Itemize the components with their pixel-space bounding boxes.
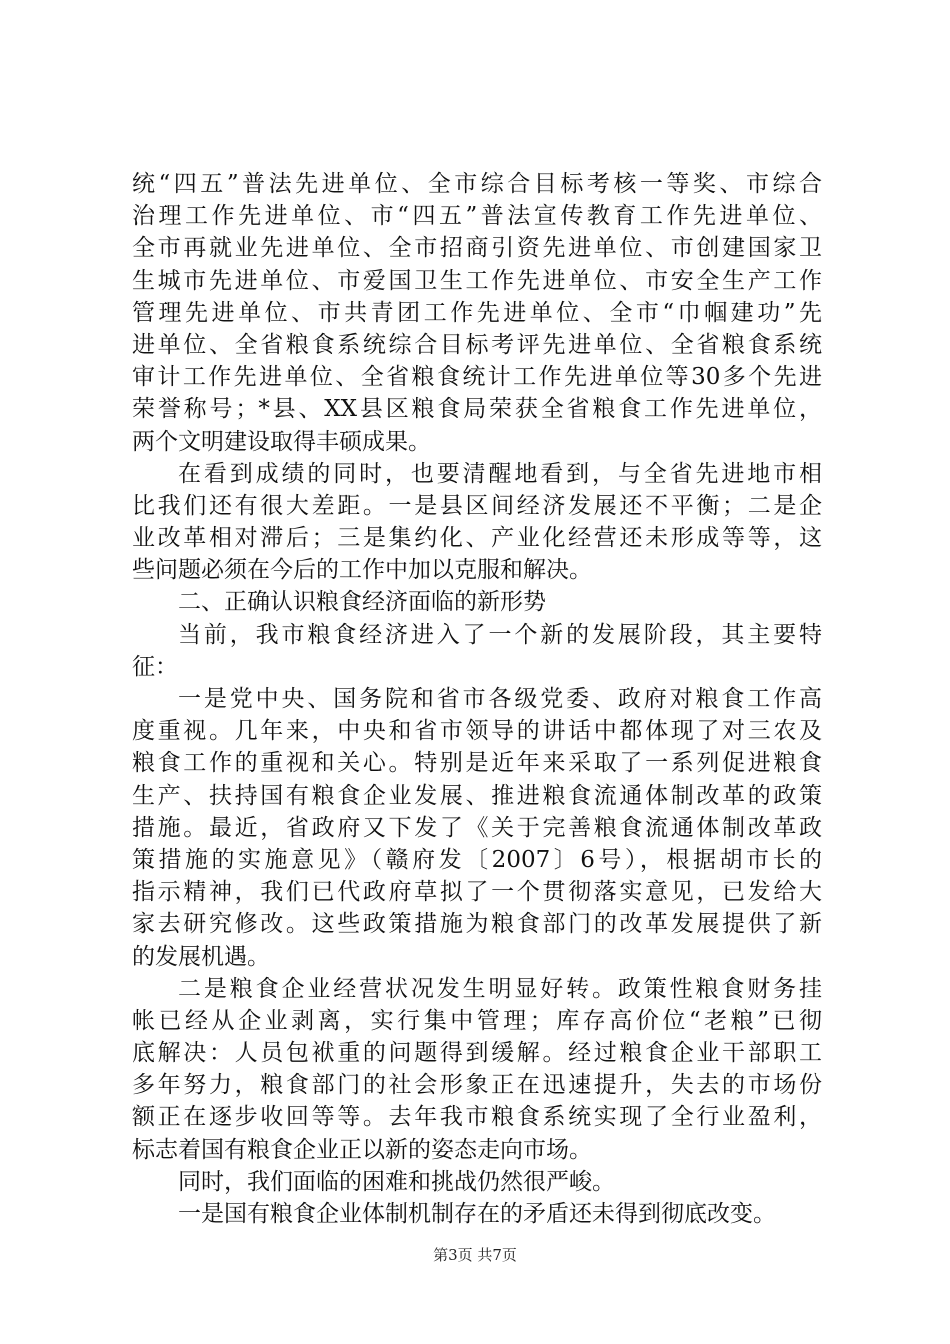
text-line: 粮食工作的重视和关心。特别是近年来采取了一系列促进粮食 — [132, 750, 822, 777]
paragraph-start-line: 二是粮食企业经营状况发生明显好转。政策性粮食财务挂 — [178, 975, 822, 1002]
text-line: 审计工作先进单位、全省粮食统计工作先进单位等30多个先进 — [132, 364, 822, 391]
text-line: 全市再就业先进单位、全市招商引资先进单位、市创建国家卫 — [132, 235, 822, 262]
paragraph-start-line: 一是党中央、国务院和省市各级党委、政府对粮食工作高 — [178, 686, 822, 712]
text-line: 两个文明建设取得丰硕成果。 — [132, 428, 431, 455]
paragraph-start-line: 一是国有粮食企业体制机制存在的矛盾还未得到彻底改变。 — [178, 1201, 776, 1227]
text-line: 帐已经从企业剥离，实行集中管理；库存高价位“老粮”已彻 — [132, 1007, 822, 1034]
text-line: 治理工作先进单位、市“四五”普法宣传教育工作先进单位、 — [132, 203, 822, 230]
text-line: 进单位、全省粮食系统综合目标考评先进单位、全省粮食系统 — [132, 331, 822, 358]
section-heading: 二、正确认识粮食经济面临的新形势 — [178, 589, 546, 616]
text-line: 的发展机遇。 — [132, 943, 270, 970]
paragraph-start-line: 同时，我们面临的困难和挑战仍然很严峻。 — [178, 1168, 615, 1195]
paragraph-start-line: 在看到成绩的同时，也要清醒地看到，与全省先进地市相 — [178, 460, 822, 487]
text-line: 策措施的实施意见》（赣府发〔2007〕6号），根据胡市长的 — [132, 846, 822, 873]
text-line: 荣誉称号；*县、XX县区粮食局荣获全省粮食工作先进单位， — [132, 396, 822, 423]
text-line: 家去研究修改。这些政策措施为粮食部门的改革发展提供了新 — [132, 911, 822, 938]
text-line: 额正在逐步收回等等。去年我市粮食系统实现了全行业盈利， — [132, 1104, 822, 1131]
text-line: 些问题必须在今后的工作中加以克服和解决。 — [132, 557, 592, 584]
text-line: 底解决：人员包袱重的问题得到缓解。经过粮食企业干部职工 — [132, 1040, 822, 1067]
paragraph-start-line: 当前，我市粮食经济进入了一个新的发展阶段，其主要特 — [178, 621, 822, 648]
text-line: 管理先进单位、市共青团工作先进单位、全市“巾帼建功”先 — [132, 299, 822, 326]
text-line: 度重视。几年来，中央和省市领导的讲话中都体现了对三农及 — [132, 718, 822, 745]
text-line: 统“四五”普法先进单位、全市综合目标考核一等奖、市综合 — [132, 171, 822, 197]
text-line: 措施。最近，省政府又下发了《关于完善粮食流通体制改革政 — [132, 814, 822, 841]
page-number-footer: 第3页 共7页 — [433, 1246, 517, 1264]
text-line: 指示精神，我们已代政府草拟了一个贯彻落实意见，已发给大 — [132, 879, 822, 906]
text-line: 生产、扶持国有粮食企业发展、推进粮食流通体制改革的政策 — [132, 782, 822, 809]
text-line: 征： — [132, 653, 178, 680]
text-line: 业改革相对滞后；三是集约化、产业化经营还未形成等等，这 — [132, 525, 822, 552]
document-body — [132, 168, 822, 1230]
text-line: 多年努力，粮食部门的社会形象正在迅速提升，失去的市场份 — [132, 1072, 822, 1099]
text-line: 比我们还有很大差距。一是县区间经济发展还不平衡；二是企 — [132, 492, 822, 519]
text-line: 标志着国有粮食企业正以新的姿态走向市场。 — [132, 1136, 592, 1163]
text-line: 生城市先进单位、市爱国卫生工作先进单位、市安全生产工作 — [132, 267, 822, 294]
